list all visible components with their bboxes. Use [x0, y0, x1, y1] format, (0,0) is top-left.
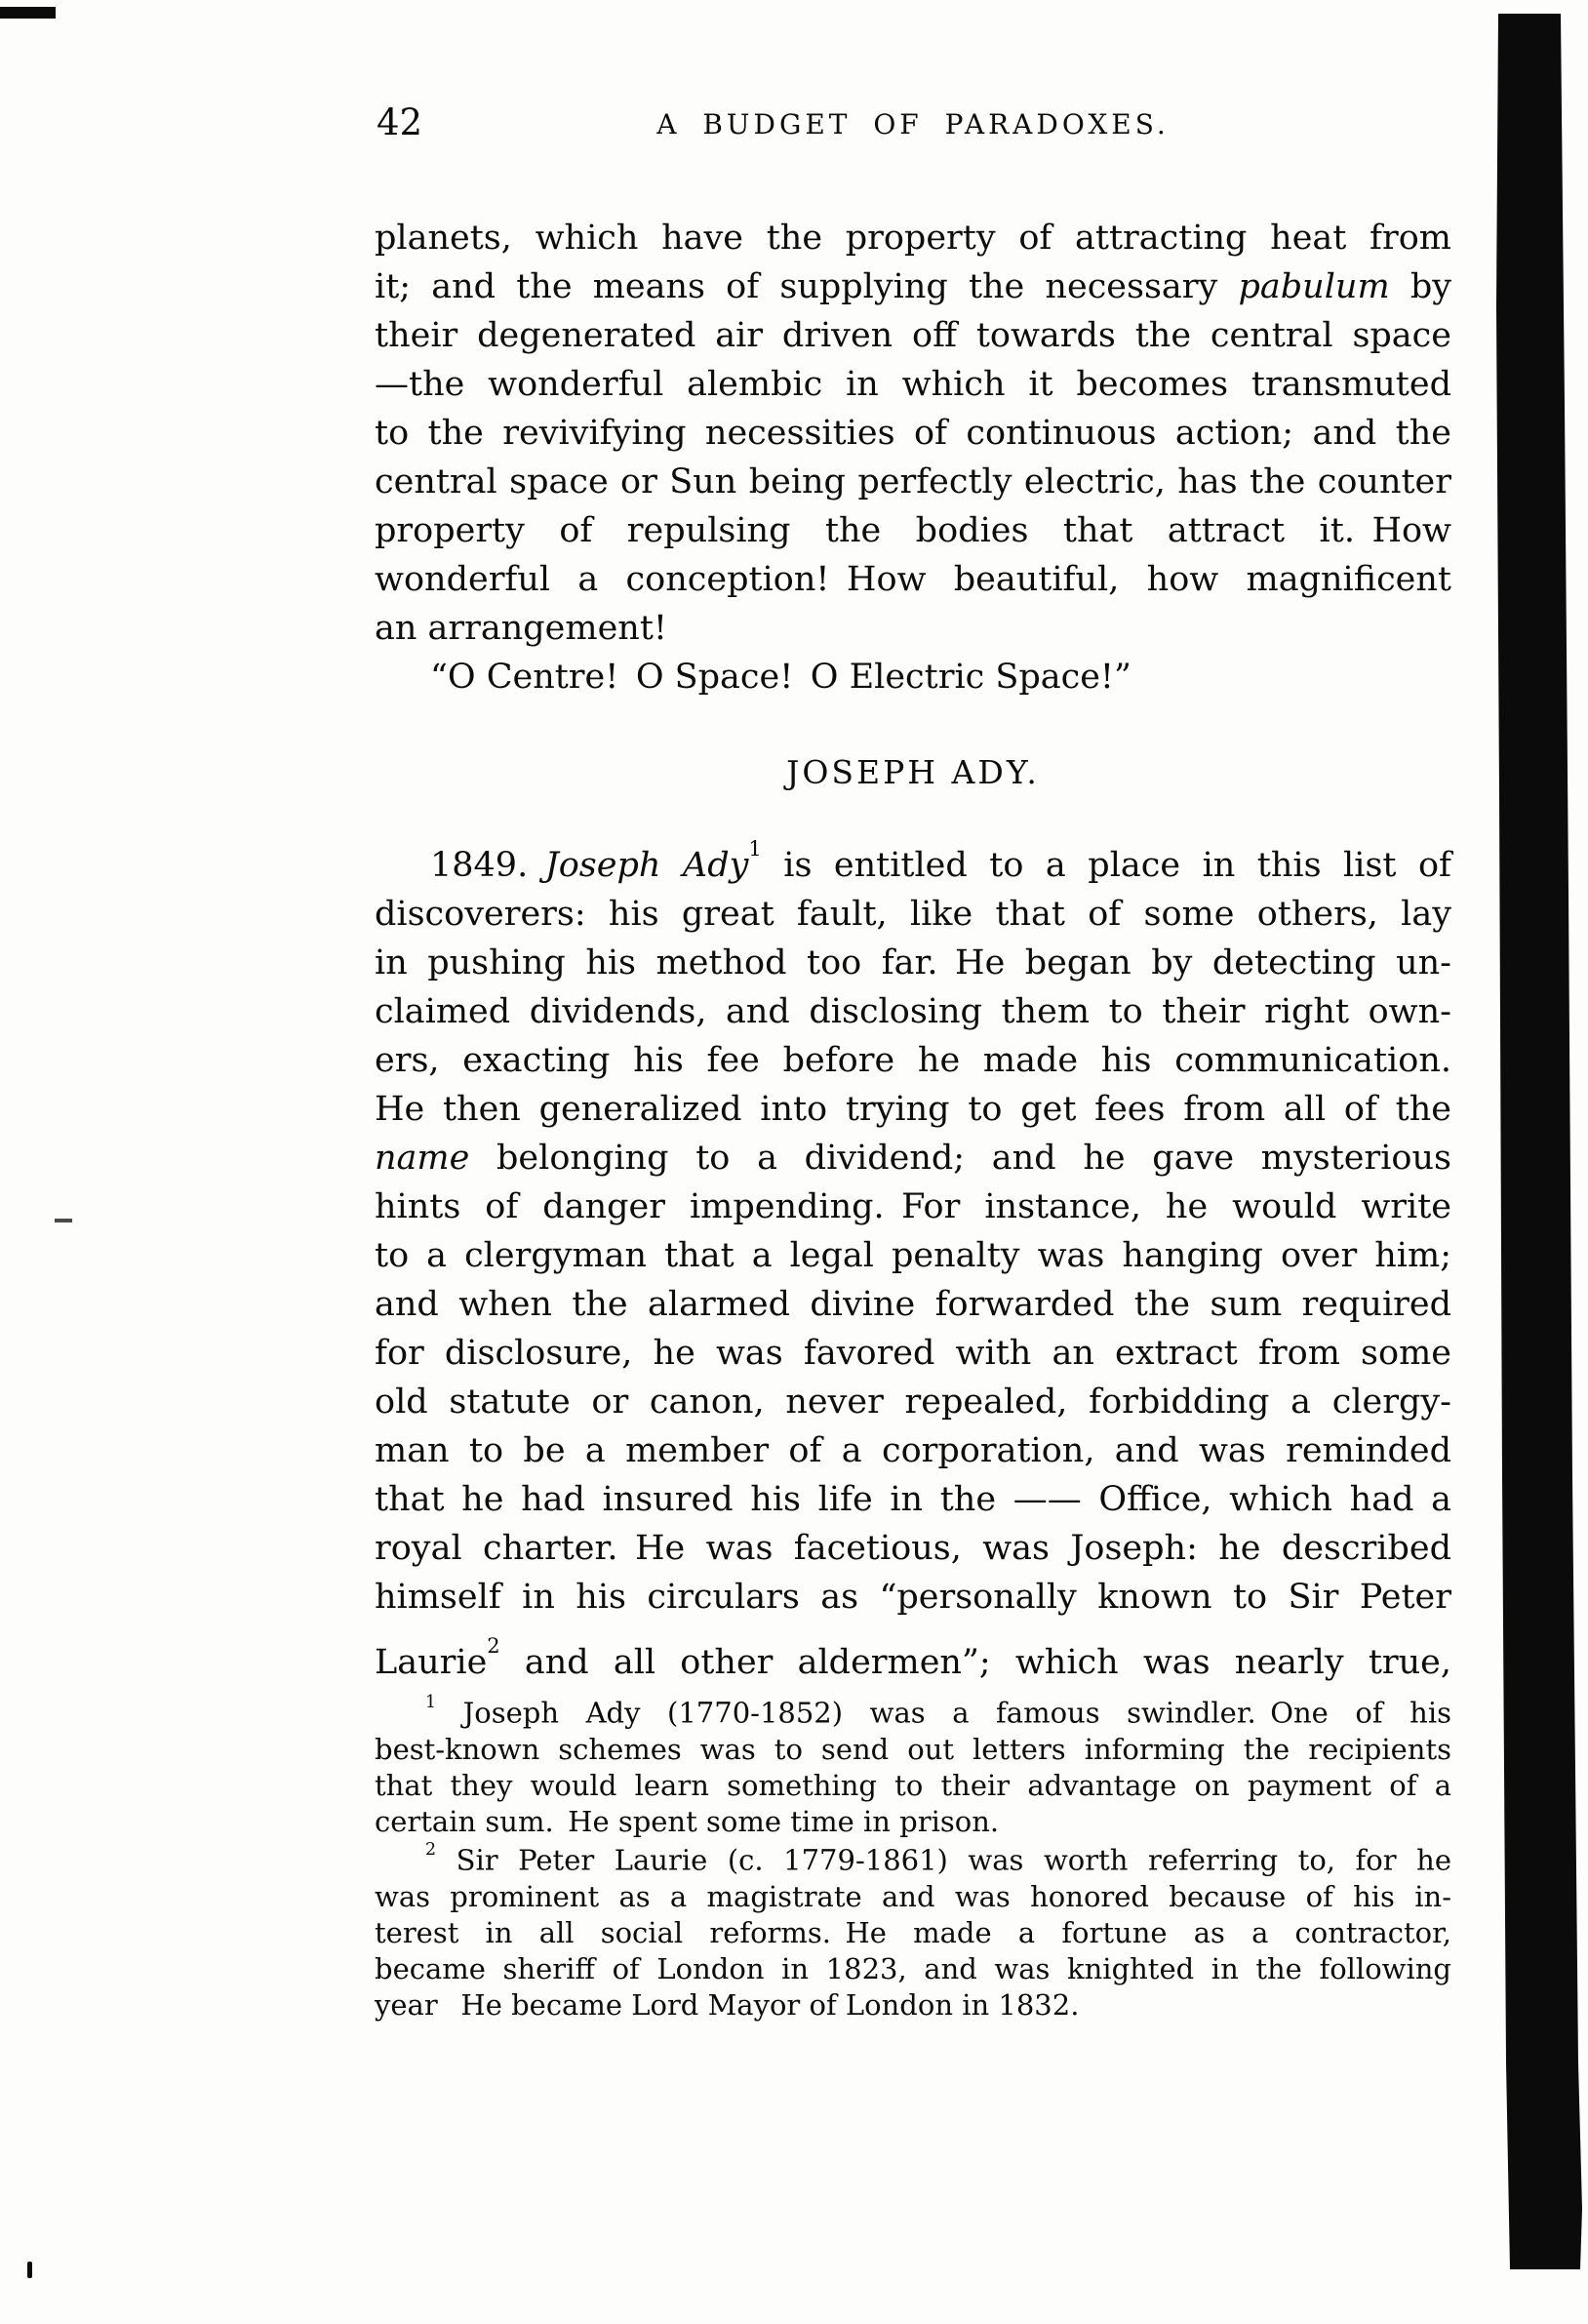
text-line	[375, 604, 1451, 653]
text-segment: claimed dividends, and disclosing them to their right own-	[375, 992, 1451, 1031]
text-segment: by	[1389, 267, 1451, 306]
text-segment: royal charter. He was facetious, was Joseph: he described	[375, 1529, 1451, 1568]
text-line	[375, 1685, 1451, 1732]
text-line	[375, 311, 1451, 360]
text-line	[375, 1182, 1451, 1231]
text-line	[375, 360, 1451, 409]
italic-text: Joseph Ady	[544, 846, 749, 885]
italic-text: name	[375, 1139, 470, 1178]
scan-artifact-gutter-bar	[1492, 14, 1582, 2269]
text-segment: in pushing his method too far. He began by detecting un-	[375, 943, 1451, 982]
footnote-marker: 2	[425, 1840, 437, 1860]
text-line	[375, 1915, 1451, 1951]
text-segment: old statute or canon, never repealed, forbidding a clergy-	[375, 1382, 1451, 1422]
text-segment: to a clergyman that a legal penalty was hanging over him;	[375, 1236, 1451, 1275]
section-heading: JOSEPH ADY.	[786, 753, 1040, 791]
text-segment: hints of danger impending. For instance, he would write	[375, 1187, 1451, 1226]
text-line	[375, 1524, 1451, 1573]
running-title: A BUDGET OF PARADOXES.	[656, 108, 1170, 140]
footnote-joseph-ady	[375, 1685, 1451, 1840]
text-segment: 1849.	[430, 846, 545, 885]
text-line	[375, 890, 1451, 939]
page-number: 42	[377, 101, 423, 143]
paragraph-joseph-ady	[375, 824, 1451, 1687]
text-line	[375, 1426, 1451, 1475]
text-segment: Sir Peter Laurie (c. 1779-1861) was worth referring to, for he	[436, 1843, 1451, 1877]
text-segment: discoverers: his great fault, like that of some others, lay	[375, 895, 1451, 934]
paragraph-planets	[375, 214, 1451, 701]
text-segment: it; and the means of supplying the necessary	[375, 267, 1239, 306]
text-segment: and all other aldermen”; which was nearly true,	[499, 1643, 1451, 1682]
text-segment: for disclosure, he was favored with an extract from some	[375, 1334, 1451, 1373]
text-segment: that they would learn something to their advantage on payment of a	[375, 1768, 1451, 1802]
text-line	[375, 1475, 1451, 1524]
text-segment: best-known schemes was to send out letters informing the recipients	[375, 1732, 1451, 1766]
text-segment: —the wonderful alembic in which it becomes transmuted	[375, 365, 1451, 404]
text-line	[375, 987, 1451, 1036]
text-line	[375, 1329, 1451, 1378]
text-line	[375, 1732, 1451, 1768]
text-segment: planets, which have the property of attracting heat from	[375, 219, 1451, 258]
text-line	[375, 939, 1451, 987]
text-segment: Joseph Ady (1770-1852) was a famous swindler. One of his	[436, 1696, 1451, 1730]
text-line	[375, 1879, 1451, 1915]
footnote-marker: 2	[487, 1634, 500, 1658]
text-line	[375, 1036, 1451, 1085]
text-segment: “O Centre! O Space! O Electric Space!”	[430, 658, 1131, 697]
text-line	[375, 1951, 1451, 1987]
text-line	[375, 1231, 1451, 1280]
text-line	[375, 506, 1451, 555]
text-line	[375, 1573, 1451, 1622]
text-line	[375, 1832, 1451, 1879]
text-line	[375, 262, 1451, 311]
text-line	[375, 409, 1451, 458]
footnote-sir-peter-laurie	[375, 1832, 1451, 2023]
text-line	[375, 214, 1451, 262]
text-line	[375, 1768, 1451, 1804]
text-segment: He then generalized into trying to get fees from all of the	[375, 1090, 1451, 1129]
text-segment: was prominent as a magistrate and was honored because of his in-	[375, 1879, 1451, 1913]
scan-artifact-bottom-speck	[27, 2262, 32, 2278]
text-segment: is entitled to a place in this list of	[761, 846, 1451, 885]
text-segment: certain sum. He spent some time in prison.	[375, 1804, 1000, 1838]
text-segment: man to be a member of a corporation, and was reminded	[375, 1431, 1451, 1470]
text-segment: their degenerated air driven off towards the central space	[375, 316, 1451, 355]
text-segment: that he had insured his life in the —— Office, which had a	[375, 1480, 1451, 1519]
text-line	[375, 824, 1451, 890]
text-segment: property of repulsing the bodies that attract it. How	[375, 511, 1451, 550]
text-line	[375, 1134, 1451, 1182]
text-line	[375, 1622, 1451, 1687]
text-line	[375, 653, 1451, 701]
text-segment: terest in all social reforms. He made a fortune as a contractor,	[375, 1915, 1451, 1949]
text-segment: year He became Lord Mayor of London in 1832.	[375, 1987, 1080, 2022]
text-line	[375, 458, 1451, 506]
text-segment: central space or Sun being perfectly electric, has the counter	[375, 462, 1451, 501]
text-line	[375, 1085, 1451, 1134]
footnote-marker: 1	[425, 1693, 437, 1712]
text-line	[375, 1987, 1451, 2023]
text-segment: belonging to a dividend; and he gave mysterious	[469, 1139, 1451, 1178]
text-segment: and when the alarmed divine forwarded the sum required	[375, 1285, 1451, 1324]
footnote-marker: 1	[748, 837, 762, 861]
text-segment: an arrangement!	[375, 609, 667, 648]
text-segment: himself in his circulars as “personally known to Sir Peter	[375, 1578, 1451, 1617]
italic-text: pabulum	[1238, 267, 1390, 306]
text-segment: to the revivifying necessities of continuous action; and the	[375, 414, 1451, 453]
text-line	[375, 1280, 1451, 1329]
text-segment: Laurie	[375, 1643, 488, 1682]
page-header	[375, 103, 1451, 150]
text-line	[375, 1378, 1451, 1426]
scan-artifact-margin-fleck	[55, 1219, 72, 1222]
text-segment: became sheriff of London in 1823, and was knighted in the following	[375, 1951, 1451, 1985]
text-line	[375, 555, 1451, 604]
text-segment: wonderful a conception! How beautiful, how magnificent	[375, 560, 1451, 599]
text-segment: ers, exacting his fee before he made his communication.	[375, 1041, 1451, 1080]
scan-artifact-top-left-dash	[0, 7, 56, 19]
